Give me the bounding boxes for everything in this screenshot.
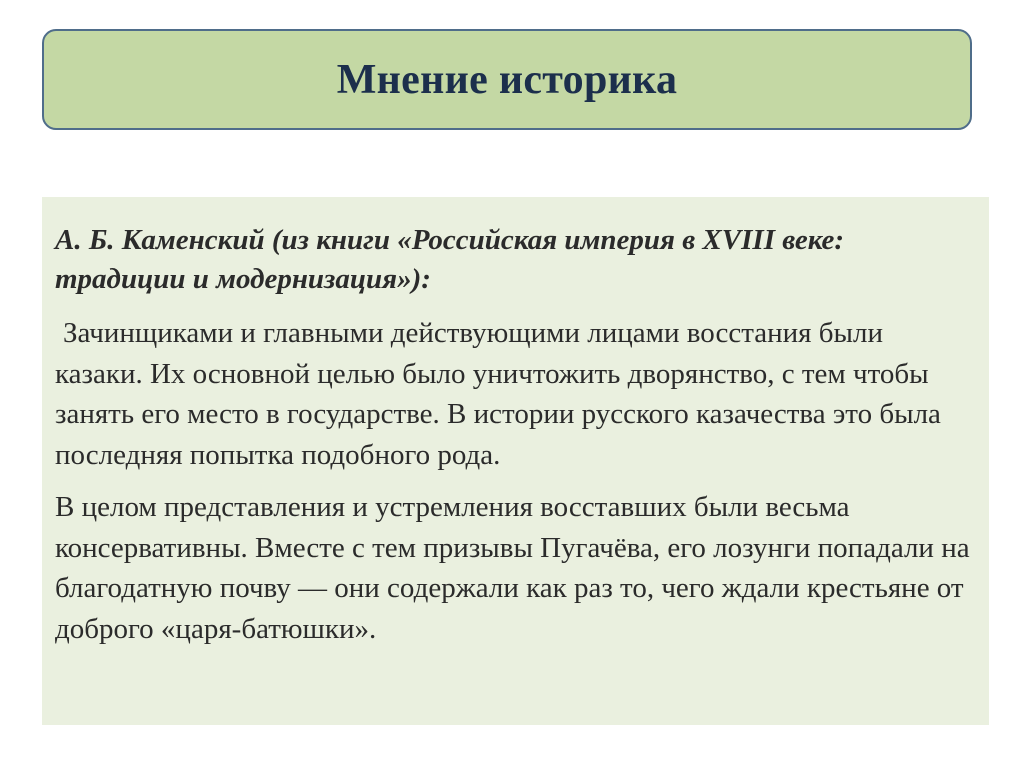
quote-paragraph-2: В целом представления и устремления восставших были весьма консервативны. Вместе с тем призывы Пугачёва, его лозунги попадали на благодатную почву — они содержали как раз то, чего ждали крестьяне от доброго «царя-батюшки». [55,491,970,645]
quote-source: А. Б. Каменский (из книги «Российская империя в XVIII веке: традиции и модернизация»): [55,224,845,295]
quote-paragraph-1: Зачинщиками и главными действующими лицами восстания были казаки. Их основной целью было уничтожить дворянство, с тем чтобы занять его место в государстве. В истории русского казачества это была последняя попытка подобного рода. [55,317,941,471]
title-banner [42,29,972,130]
quote-panel [42,197,989,725]
slide-title: Мнение историка [336,56,678,103]
